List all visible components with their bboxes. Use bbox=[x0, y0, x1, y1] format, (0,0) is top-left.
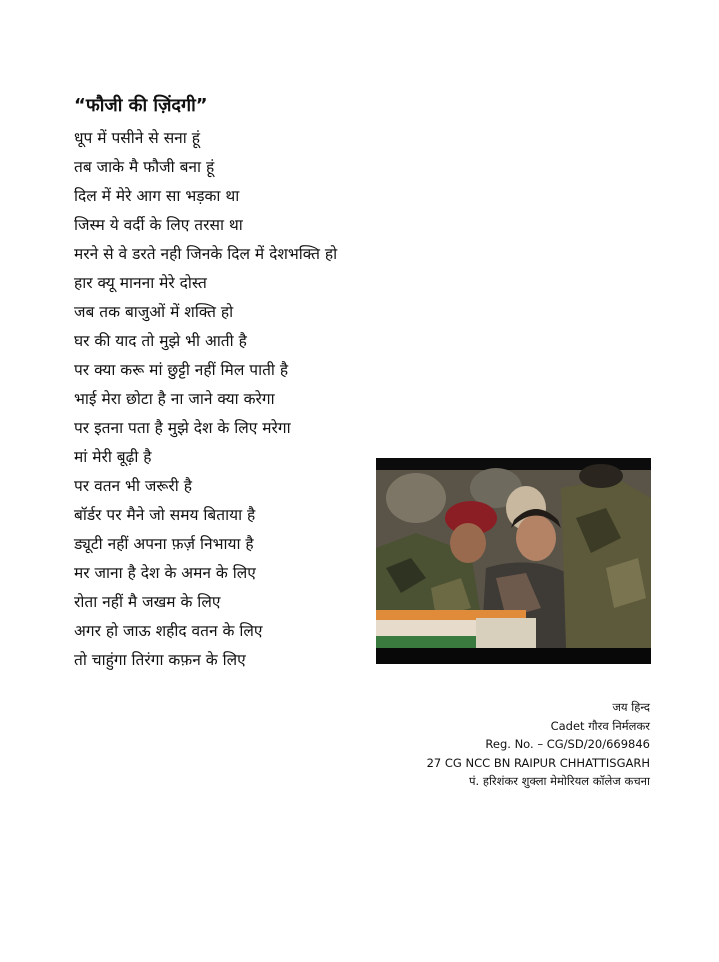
poem-line: धूप में पसीने से सना हूं bbox=[74, 129, 200, 147]
poem-line: बॉर्डर पर मैने जो समय बिताया है bbox=[74, 506, 256, 524]
poem-line: अगर हो जाऊ शहीद वतन के लिए bbox=[74, 622, 263, 640]
cadet-name: Cadet गौरव निर्मलकर bbox=[550, 718, 650, 733]
poem-line: मां मेरी बूढ़ी है bbox=[74, 448, 152, 466]
poem-line: भाई मेरा छोटा है ना जाने क्या करेगा bbox=[74, 390, 275, 408]
poem-line: घर की याद तो मुझे भी आती है bbox=[74, 332, 247, 350]
signature-block bbox=[427, 698, 650, 791]
poem-title: “फौजी की ज़िंदगी” bbox=[74, 95, 208, 116]
poem-line: हार क्यू मानना मेरे दोस्त bbox=[74, 274, 207, 292]
poem-lines bbox=[74, 124, 337, 675]
poem-line: मरने से वे डरते नही जिनके दिल में देशभक्ति हो bbox=[74, 245, 338, 263]
funeral-photo bbox=[376, 458, 651, 664]
poem-line: पर वतन भी जरूरी है bbox=[74, 477, 192, 495]
poem-line: रोता नहीं मै जखम के लिए bbox=[74, 593, 221, 611]
poem-line: जिस्म ये वर्दी के लिए तरसा था bbox=[74, 216, 243, 234]
poem-line: ड्यूटी नहीं अपना फ़र्ज़ निभाया है bbox=[74, 535, 254, 553]
poem-line: पर इतना पता है मुझे देश के लिए मरेगा bbox=[74, 419, 291, 437]
poem-line: दिल में मेरे आग सा भड़का था bbox=[74, 187, 240, 205]
poem-line: पर क्या करू मां छुट्टी नहीं मिल पाती है bbox=[74, 361, 289, 379]
college-name: पं. हरिशंकर शुक्ला मेमोरियल कॉलेज कचना bbox=[469, 774, 650, 788]
unit-name: 27 CG NCC BN RAIPUR CHHATTISGARH bbox=[426, 755, 650, 770]
poem-line: जब तक बाजुओं में शक्ति हो bbox=[74, 303, 234, 321]
poem-line: तब जाके मै फौजी बना हूं bbox=[74, 158, 215, 176]
poem-line: तो चाहुंगा तिरंगा कफ़न के लिए bbox=[74, 651, 246, 669]
registration-number: Reg. No. – CG/SD/20/669846 bbox=[485, 737, 650, 751]
poem-line: मर जाना है देश के अमन के लिए bbox=[74, 564, 256, 582]
greeting: जय हिन्द bbox=[612, 700, 650, 714]
